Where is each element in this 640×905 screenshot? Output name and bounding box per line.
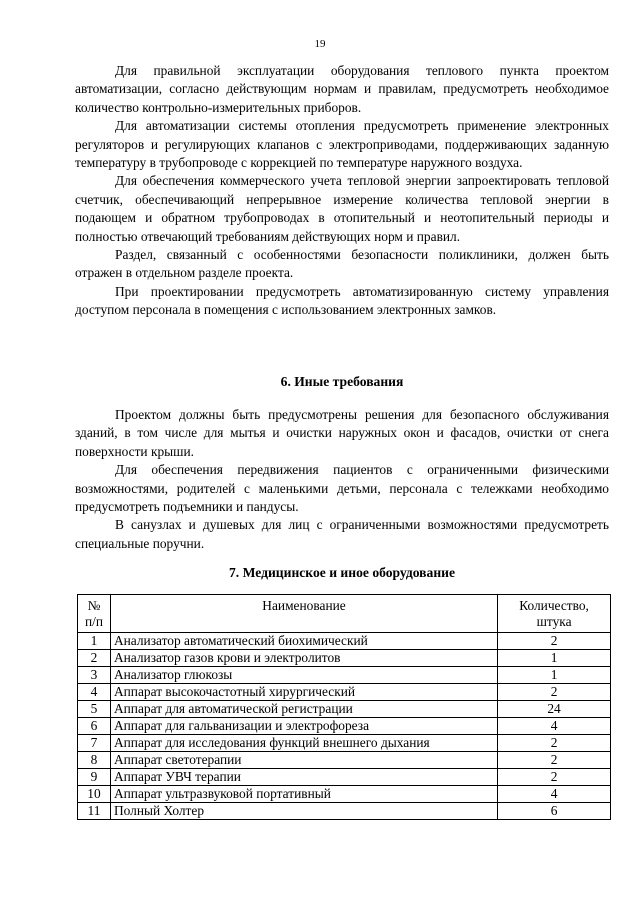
row-number: 10	[78, 786, 111, 803]
table-row	[78, 735, 611, 752]
row-number: 9	[78, 769, 111, 786]
row-name: Аппарат высокочастотный хирургический	[110, 684, 497, 701]
header-name-label: Наименование	[262, 598, 346, 613]
row-number: 1	[78, 633, 111, 650]
row-name: Аппарат УВЧ терапии	[110, 769, 497, 786]
table-row	[78, 786, 611, 803]
table-row	[78, 769, 611, 786]
row-number: 5	[78, 701, 111, 718]
row-number: 3	[78, 667, 111, 684]
row-name: Анализатор глюкозы	[110, 667, 497, 684]
intro-text-block	[75, 62, 609, 320]
row-quantity: 2	[498, 684, 611, 701]
row-name: Полный Холтер	[110, 803, 497, 820]
paragraph: Раздел, связанный с особенностями безопасности поликлиники, должен быть отражен в отдельном разделе проекта.	[75, 247, 609, 281]
row-quantity: 2	[498, 752, 611, 769]
header-name	[110, 595, 497, 633]
section-6-text-block	[75, 406, 609, 553]
row-quantity: 1	[498, 650, 611, 667]
row-name: Аппарат для автоматической регистрации	[110, 701, 497, 718]
section-7-title: 7. Медицинское и иное оборудование	[228, 565, 456, 580]
row-name: Аппарат ультразвуковой портативный	[110, 786, 497, 803]
header-quantity	[498, 595, 611, 633]
paragraph: Для автоматизации системы отопления предусмотреть применение электронных регуляторов и регулирующих клапанов с электроприводами, поддерживающих заданную температуру в трубопроводе с коррекцией по температуре наружного воздуха.	[75, 118, 609, 171]
row-quantity: 4	[498, 786, 611, 803]
row-quantity: 6	[498, 803, 611, 820]
paragraph: Проектом должны быть предусмотрены решения для безопасного обслуживания зданий, в том числе для мытья и очистки наружных окон и фасадов, очистки от снега поверхности крыши.	[75, 407, 609, 459]
header-number-line2: п/п	[84, 614, 103, 629]
table-row	[78, 803, 611, 820]
row-number: 4	[78, 684, 111, 701]
row-number: 11	[78, 803, 111, 820]
row-name: Аппарат светотерапии	[110, 752, 497, 769]
paragraph: Для правильной эксплуатации оборудования теплового пункта проектом автоматизации, согласно действующим нормам и правилам, предусмотреть необходимое количество контрольно-измерительных приборов.	[75, 63, 609, 115]
paragraph: При проектировании предусмотреть автоматизированную систему управления доступом персонала в помещения с использованием электронных замков.	[75, 283, 609, 318]
header-number	[78, 595, 111, 633]
row-name: Аппарат для исследования функций внешнего дыхания	[110, 735, 497, 752]
paragraph: Для обеспечения передвижения пациентов с ограниченными физическими возможностями, родителей с маленькими детьми, персонала с тележками необходимо предусмотреть подъемники и пандусы.	[75, 462, 609, 515]
table-header-row	[78, 595, 611, 633]
row-number: 8	[78, 752, 111, 769]
table-row	[78, 684, 611, 701]
row-number: 2	[78, 650, 111, 667]
row-number: 7	[78, 735, 111, 752]
row-quantity: 2	[498, 633, 611, 650]
row-name: Анализатор газов крови и электролитов	[110, 650, 497, 667]
header-number-line1: №	[87, 598, 101, 613]
row-number: 6	[78, 718, 111, 735]
row-quantity: 2	[498, 769, 611, 786]
row-quantity: 2	[498, 735, 611, 752]
table-row	[78, 650, 611, 667]
row-quantity: 24	[498, 701, 611, 718]
table-row	[78, 633, 611, 650]
section-6-title: 6. Иные требования	[280, 374, 404, 389]
row-quantity: 4	[498, 718, 611, 735]
table-row	[78, 752, 611, 769]
paragraph: Для обеспечения коммерческого учета тепловой энергии запроектировать тепловой счетчик, обеспечивающий непрерывное измерение количества тепловой энергии в подающем и обратном трубопроводах в отопительный и неотопительный периоды и полностью отвечающий требованиям действующих норм и правил.	[75, 173, 609, 244]
equipment-table	[77, 594, 611, 820]
row-quantity: 1	[498, 667, 611, 684]
table-row	[78, 667, 611, 684]
table-row	[78, 718, 611, 735]
header-quantity-line2: штука	[536, 614, 572, 629]
row-name: Аппарат для гальванизации и электрофореза	[110, 718, 497, 735]
page-number: 19	[314, 38, 326, 50]
header-quantity-line1: Количество,	[519, 598, 589, 613]
paragraph: В санузлах и душевых для лиц с ограниченными возможностями предусмотреть специальные поручни.	[75, 517, 609, 551]
table-row	[78, 701, 611, 718]
row-name: Анализатор автоматический биохимический	[110, 633, 497, 650]
